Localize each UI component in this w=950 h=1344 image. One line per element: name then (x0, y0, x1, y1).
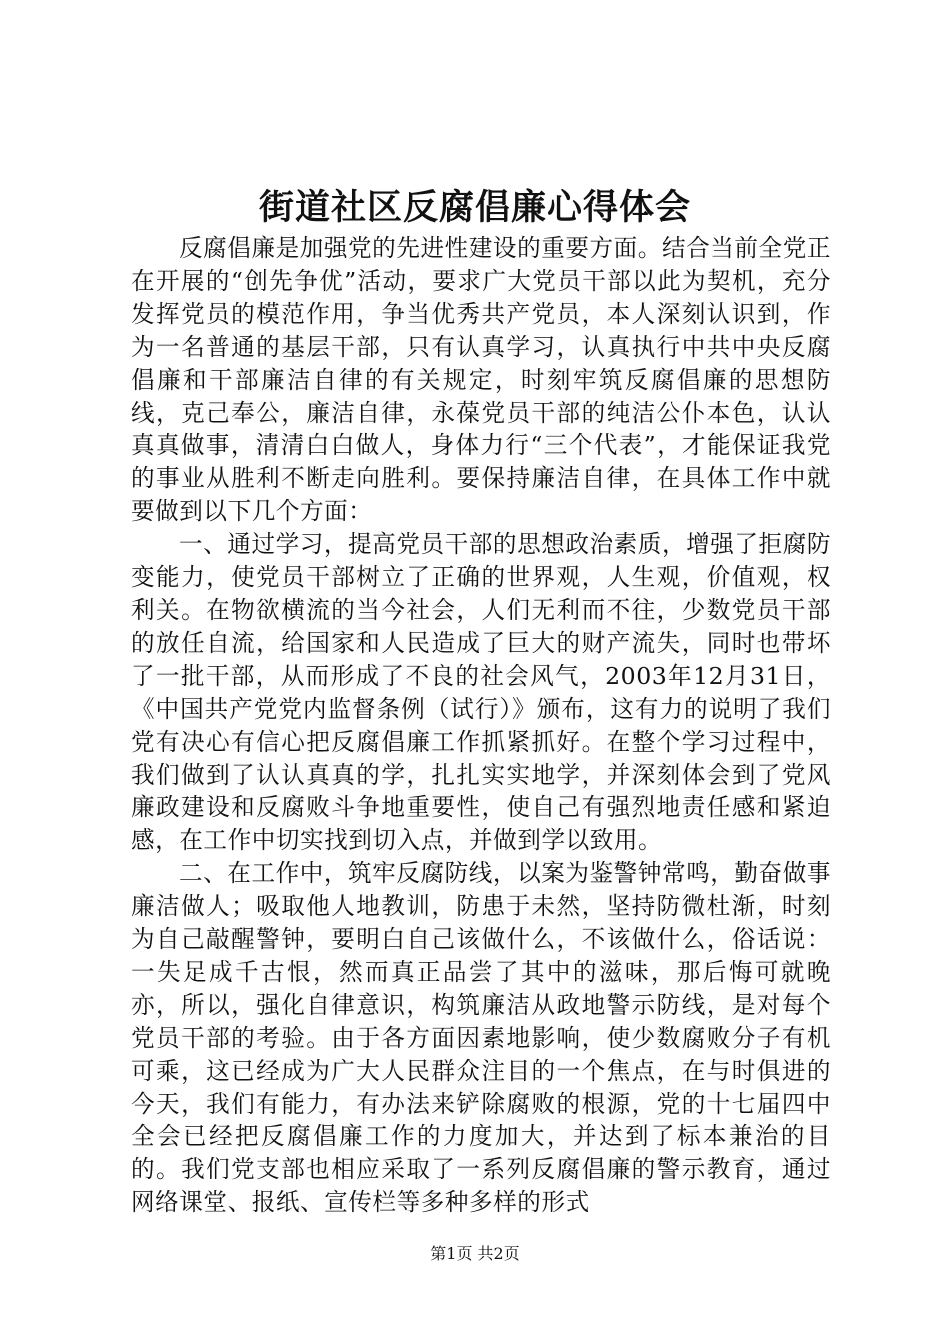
document-body (131, 232, 831, 1219)
paragraph-point-one: 一、通过学习，提高党员干部的思想政治素质，增强了拒腐防变能力，使党员干部树立了正确的世界观，人生观，价值观，权利关。在物欲横流的当今社会，人们无利而不往，少数党员干部的放任自流，给国家和人民造成了巨大的财产流失，同时也带坏了一批干部，从而形成了不良的社会风气，2003年12月31日，《中国共产党党内监督条例（试行）》颁布，这有力的说明了我们党有决心有信心把反腐倡廉工作抓紧抓好。在整个学习过程中，我们做到了认认真真的学，扎扎实实地学，并深刻体会到了党风廉政建设和反腐败斗争地重要性，使自己有强烈地责任感和紧迫感，在工作中切实找到切入点，并做到学以致用。 (131, 530, 831, 855)
paragraph-point-two: 二、在工作中，筑牢反腐防线，以案为鉴警钟常鸣，勤奋做事廉洁做人；吸取他人地教训，防患于未然，坚持防微杜渐，时刻为自己敲醒警钟，要明白自己该做什么，不该做什么，俗话说：一失足成千古恨，然而真正品尝了其中的滋味，那后悔可就晚亦，所以，强化自律意识，构筑廉洁从政地警示防线，是对每个党员干部的考验。由于各方面因素地影响，使少数腐败分子有机可乘，这已经成为广大人民群众注目的一个焦点，在与时俱进的今天，我们有能力，有办法来铲除腐败的根源，党的十七届四中全会已经把反腐倡廉工作的力度加大，并达到了标本兼治的目的。我们党支部也相应采取了一系列反腐倡廉的警示教育，通过网络课堂、报纸、宣传栏等多种多样的形式 (131, 859, 831, 1217)
paragraph-intro: 反腐倡廉是加强党的先进性建设的重要方面。结合当前全党正在开展的“创先争优”活动，要求广大党员干部以此为契机，充分发挥党员的模范作用，争当优秀共产党员，本人深刻认识到，作为一名普通的基层干部，只有认真学习，认真执行中共中央反腐倡廉和干部廉洁自律的有关规定，时刻牢筑反腐倡廉的思想防线，克己奉公，廉洁自律，永葆党员干部的纯洁公仆本色，认认真真做事，清清白白做人，身体力行“三个代表”，才能保证我党的事业从胜利不断走向胜利。要保持廉洁自律，在具体工作中就要做到以下几个方面： (131, 234, 831, 526)
document-title: 街道社区反腐倡廉心得体会 (258, 187, 691, 228)
page-number-footer: 第1页 共2页 (430, 1244, 520, 1263)
